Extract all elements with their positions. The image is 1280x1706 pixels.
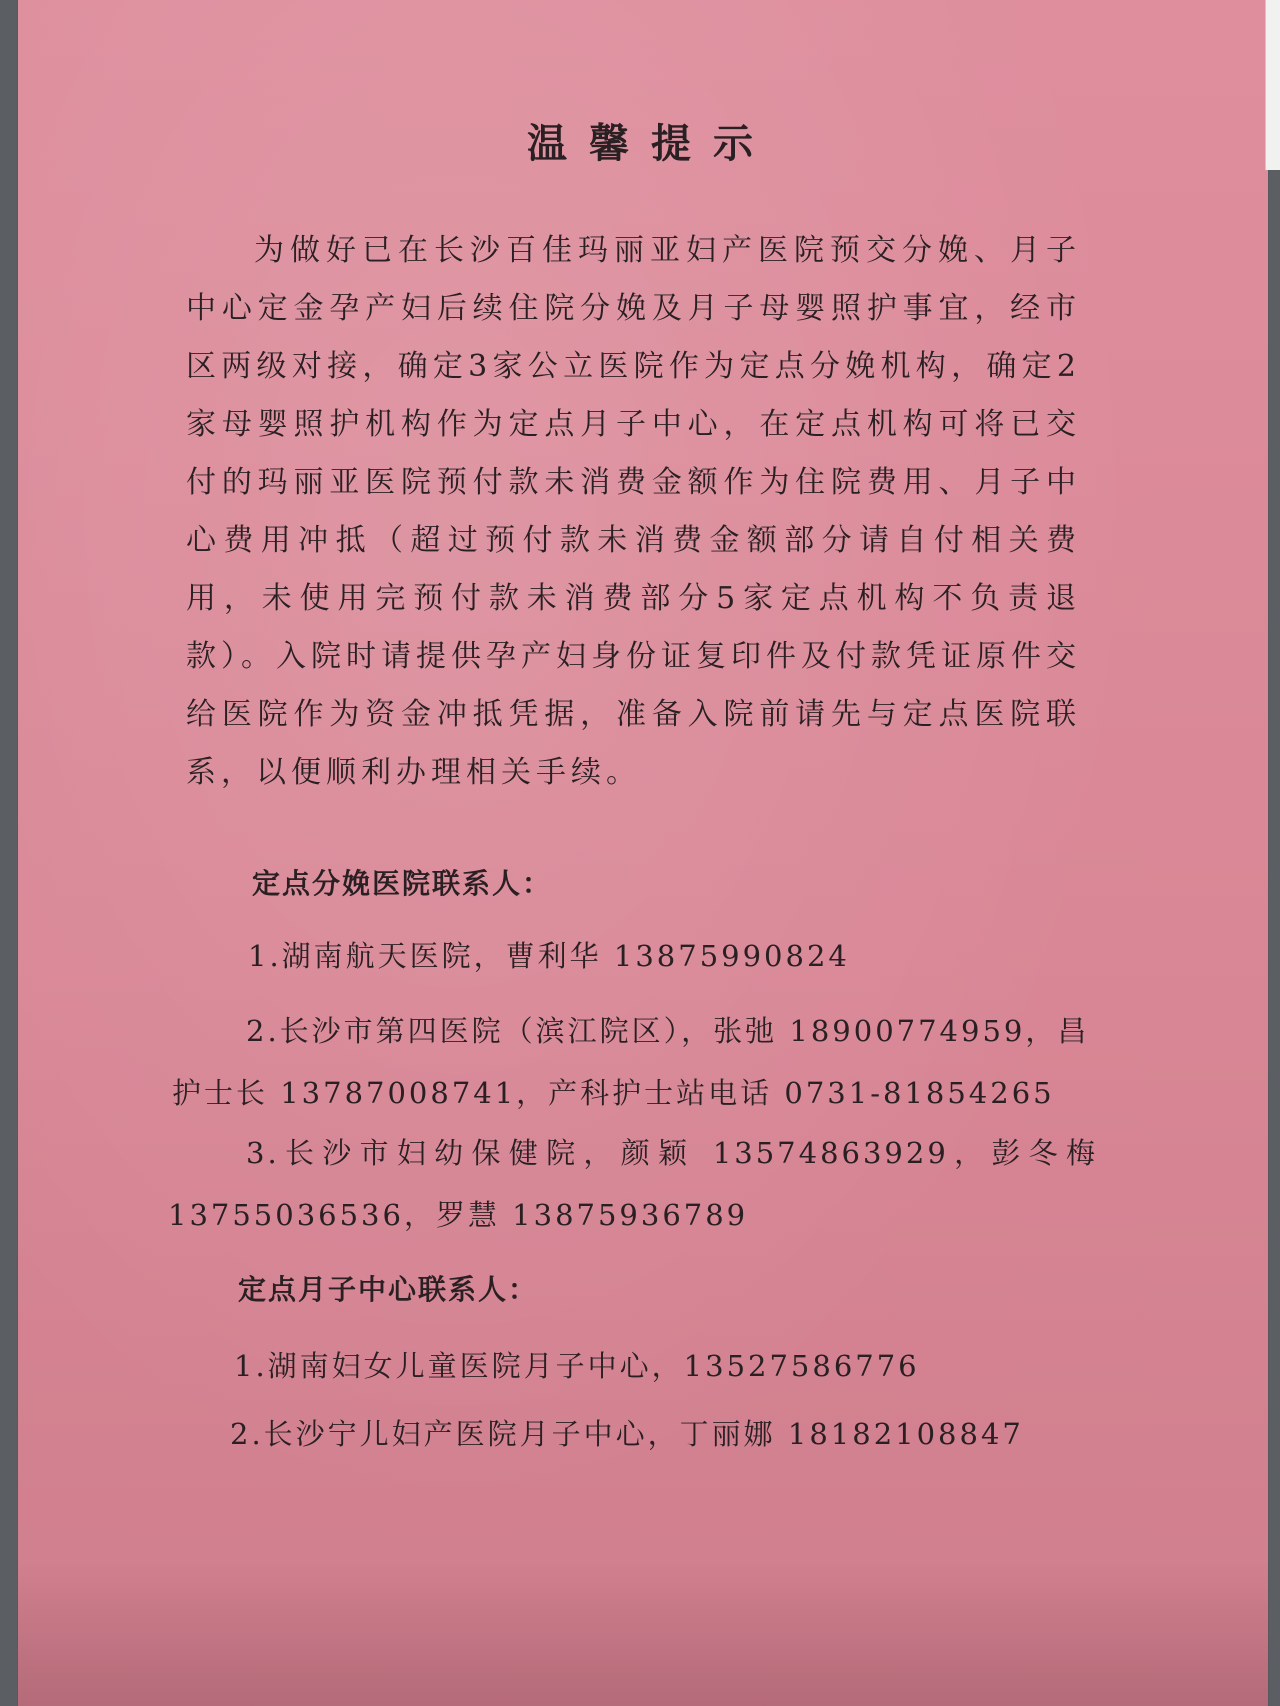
hospital-contacts-heading: 定点分娩医院联系人： <box>252 867 553 900</box>
intro-paragraph: 为做好已在长沙百佳玛丽亚妇产医院预交分娩、月子中心定金孕产妇后续住院分娩及月子母婴照护事宜，经市区两级对接，确定3家公立医院作为定点分娩机构，确定2家母婴照护机构作为定点月子中心，在定点机构可将已交付的玛丽亚医院预付款未消费金额作为住院费用、月子中心费用冲抵（超过预付款未消费金额部分请自付相关费用，未使用完预付款未消费部分5家定点机构不负责退款）。入院时请提供孕产妇身份证复印件及付款凭证原件交给医院作为资金冲抵凭据，准备入院前请先与定点医院联系，以便顺利办理相关手续。 <box>186 233 1081 790</box>
confinement-center-item-2: 2.长沙宁儿妇产医院月子中心，丁丽娜 18182108847 <box>230 1417 1024 1451</box>
confinement-center-heading: 定点月子中心联系人： <box>238 1273 539 1306</box>
document-title: 温馨提示 <box>527 121 775 167</box>
hospital-item-3: 3.长沙市妇幼保健院，颜颖 13574863929，彭冬梅 13755036536，罗慧 13875936789 <box>168 1136 1098 1232</box>
confinement-center-item-1: 1.湖南妇女儿童医院月子中心，13527586776 <box>234 1349 920 1383</box>
hospital-item-1: 1.湖南航天医院，曹利华 13875990824 <box>248 939 850 973</box>
hospital-item-2: 2.长沙市第四医院（滨江院区），张弛 18900774959，昌护士长 13787008741，产科护士站电话 0731-81854265 <box>172 1014 1090 1110</box>
